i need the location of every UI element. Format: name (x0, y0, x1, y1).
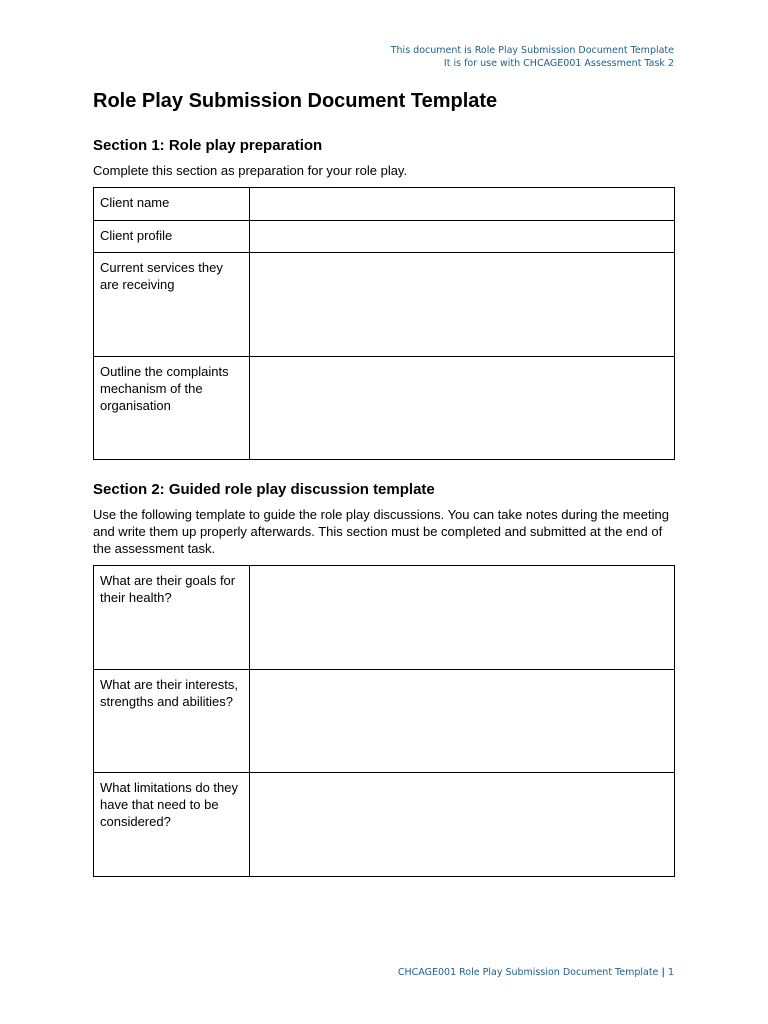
table-row (94, 188, 675, 221)
limitations-field[interactable] (250, 773, 675, 877)
page-footer (398, 967, 674, 978)
complaints-mechanism-label: Outline the complaints mechanism of the organisation (94, 357, 250, 460)
header-line-2: It is for use with CHCAGE001 Assessment Task 2 (443, 58, 674, 69)
section-2-table (93, 565, 675, 877)
footer-text: CHCAGE001 Role Play Submission Document Template (397, 967, 659, 978)
footer-separator: | (661, 967, 665, 978)
page-header (391, 44, 674, 70)
section-1-intro: Complete this section as preparation for your role play. (93, 163, 408, 178)
table-row (94, 566, 675, 670)
table-row (94, 221, 675, 253)
table-row (94, 253, 675, 357)
current-services-label: Current services they are receiving (94, 253, 250, 357)
client-name-field[interactable] (250, 188, 675, 221)
limitations-label: What limitations do they have that need to be considered? (94, 773, 250, 877)
health-goals-field[interactable] (250, 566, 675, 670)
complaints-mechanism-field[interactable] (250, 357, 675, 460)
health-goals-label: What are their goals for their health? (94, 566, 250, 670)
interests-strengths-field[interactable] (250, 670, 675, 773)
section-1-table (93, 187, 675, 460)
current-services-field[interactable] (250, 253, 675, 357)
page-number: 1 (667, 967, 674, 978)
section-2-intro: Use the following template to guide the role play discussions. You can take notes during the meeting and write them up properly afterwards. This section must be completed and submitted at the end of the assessment task. (93, 507, 669, 556)
table-row (94, 670, 675, 773)
document-title: Role Play Submission Document Template (93, 90, 498, 112)
client-profile-label: Client profile (94, 221, 250, 253)
section-1-heading: Section 1: Role play preparation (93, 137, 323, 154)
interests-strengths-label: What are their interests, strengths and abilities? (94, 670, 250, 773)
client-profile-field[interactable] (250, 221, 675, 253)
header-line-1: This document is Role Play Submission Document Template (390, 45, 674, 56)
section-2-heading: Section 2: Guided role play discussion template (93, 481, 435, 498)
client-name-label: Client name (94, 188, 250, 221)
table-row (94, 773, 675, 877)
table-row (94, 357, 675, 460)
